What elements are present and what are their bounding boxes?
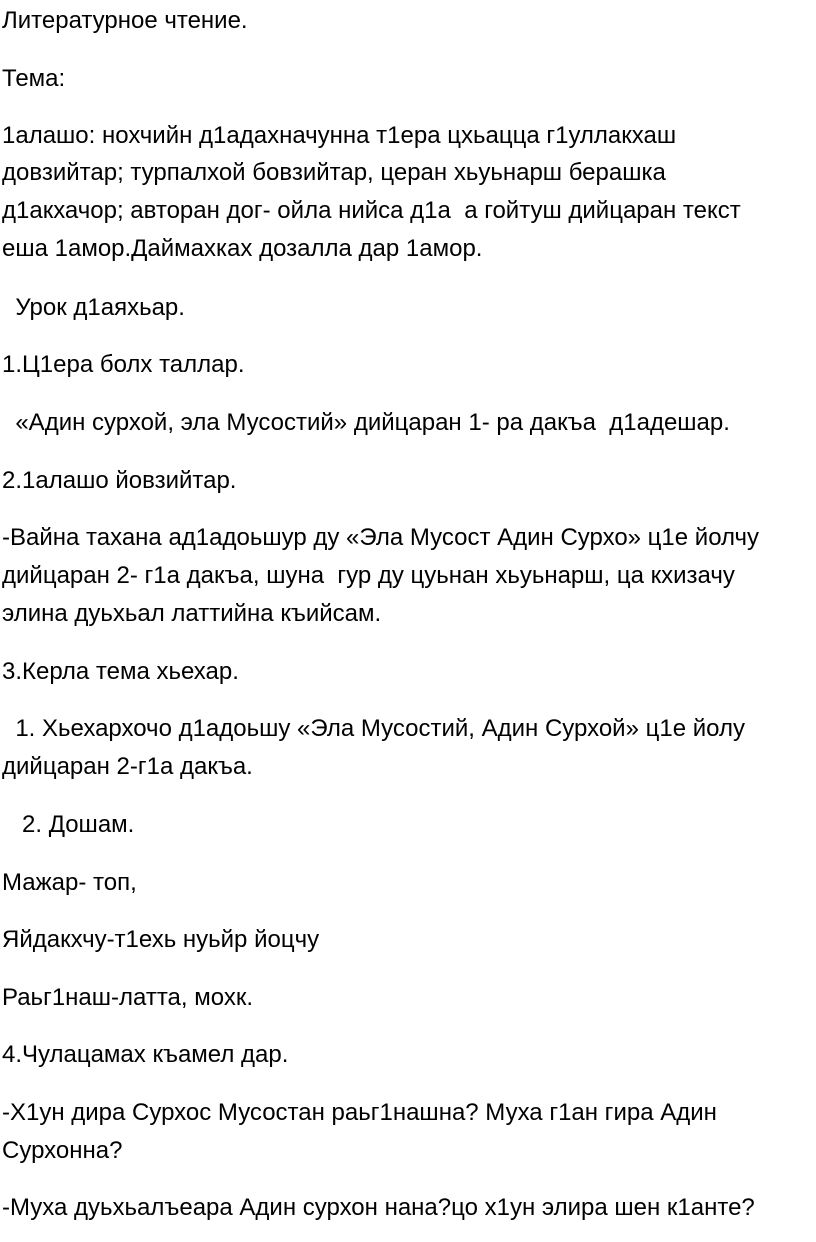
vocab-item-3: Раьг1наш-латта, мохк. [2,984,253,1011]
vocab-item-1: Мажар- топ, [2,869,137,896]
question-1a: -Х1ун дира Сурхос Мусостан раьг1нашна? Муха г1ан гира Адин [2,1099,717,1126]
step-3-item-1b: дийцаран 2-г1а дакъа. [2,753,253,780]
lesson-progress-heading: Урок д1аяхьар. [2,294,185,321]
goal-line-3: д1акхачор; авторан дог- ойла нийса д1а а гойтуш дийцаран текст [2,197,741,224]
step-1-text: «Адин сурхой, эла Мусостий» дийцаран 1- ра дакъа д1адешар. [2,409,730,436]
step-1-heading: 1.Ц1ера болх таллар. [2,351,245,378]
goal-line-1: 1алашо: нохчийн д1адахначунна т1ера цхьацца г1уллакхаш [2,122,677,149]
topic-label: Тема: [2,65,66,92]
step-2-text-1: -Вайна тахана ад1адоьшур ду «Эла Мусост Адин Сурхо» ц1е йолчу [2,524,759,551]
step-3-item-2: 2. Дошам. [2,811,135,838]
step-3-item-1a: 1. Хьехархочо д1адоьшу «Эла Мусостий, Адин Сурхой» ц1е йолу [2,715,745,742]
step-2-heading: 2.1алашо йовзийтар. [2,467,237,494]
document-title: Литературное чтение. [2,7,248,34]
step-4-heading: 4.Чулацамах къамел дар. [2,1041,289,1068]
step-2-text-3: элина дуьхьал латтийна къийсам. [2,600,382,627]
goal-line-2: довзийтар; турпалхой бовзийтар, церан хьуьнарш берашка [2,159,666,186]
step-3-heading: 3.Керла тема хьехар. [2,658,239,685]
step-2-text-2: дийцаран 2- г1а дакъа, шуна гур ду цуьнан хьуьнарш, ца кхизачу [2,562,735,589]
goal-line-4: еша 1амор.Даймахках дозалла дар 1амор. [2,235,483,262]
vocab-item-2: Яйдакхчу-т1ехь нуьйр йоцчу [2,926,320,953]
question-2: -Муха дуьхьалъеара Адин сурхон нана?цо х1ун элира шен к1анте? [2,1194,755,1221]
question-1b: Сурхонна? [2,1137,123,1164]
